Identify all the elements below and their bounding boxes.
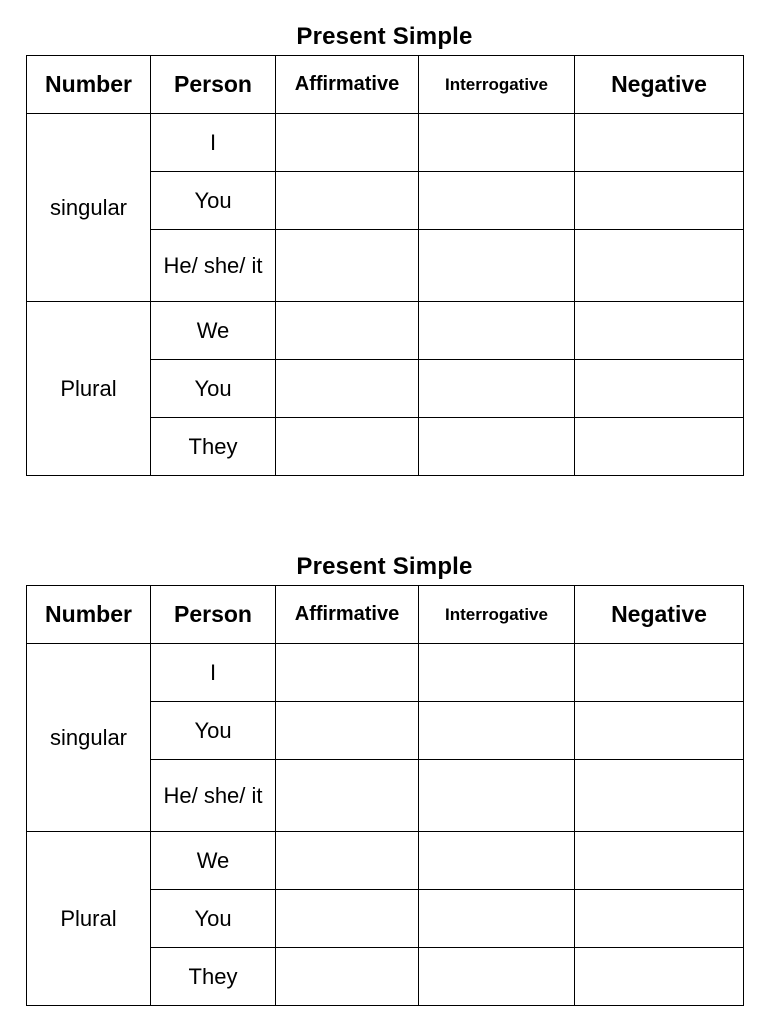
interrogative-answer-cell[interactable] [419, 702, 575, 760]
header-number: Number [27, 56, 151, 114]
affirmative-answer-cell[interactable] [276, 702, 419, 760]
header-negative: Negative [575, 56, 744, 114]
interrogative-answer-cell[interactable] [419, 948, 575, 1006]
affirmative-answer-cell[interactable] [276, 890, 419, 948]
person-cell: He/ she/ it [151, 760, 276, 832]
person-cell: I [151, 644, 276, 702]
worksheet-1 [26, 22, 743, 476]
person-cell: We [151, 832, 276, 890]
worksheet-title: Present Simple [296, 23, 473, 50]
person-cell: We [151, 302, 276, 360]
negative-answer-cell[interactable] [575, 832, 744, 890]
interrogative-answer-cell[interactable] [419, 644, 575, 702]
header-person: Person [151, 56, 276, 114]
negative-answer-cell[interactable] [575, 360, 744, 418]
number-label-singular: singular [27, 644, 151, 832]
worksheet-2 [26, 552, 743, 1006]
interrogative-answer-cell[interactable] [419, 832, 575, 890]
affirmative-answer-cell[interactable] [276, 644, 419, 702]
person-cell: You [151, 360, 276, 418]
header-affirmative: Affirmative [276, 586, 419, 644]
person-cell: They [151, 418, 276, 476]
affirmative-answer-cell[interactable] [276, 948, 419, 1006]
table-row [27, 114, 744, 172]
interrogative-answer-cell[interactable] [419, 114, 575, 172]
negative-answer-cell[interactable] [575, 302, 744, 360]
affirmative-answer-cell[interactable] [276, 114, 419, 172]
worksheet-title: Present Simple [296, 553, 473, 580]
affirmative-answer-cell[interactable] [276, 172, 419, 230]
person-cell: I [151, 114, 276, 172]
conjugation-table [26, 55, 744, 476]
interrogative-answer-cell[interactable] [419, 230, 575, 302]
person-cell: He/ she/ it [151, 230, 276, 302]
header-row [27, 56, 744, 114]
header-interrogative: Interrogative [419, 56, 575, 114]
number-label-plural: Plural [27, 832, 151, 1006]
interrogative-answer-cell[interactable] [419, 172, 575, 230]
interrogative-answer-cell[interactable] [419, 302, 575, 360]
negative-answer-cell[interactable] [575, 418, 744, 476]
person-cell: They [151, 948, 276, 1006]
interrogative-answer-cell[interactable] [419, 360, 575, 418]
affirmative-answer-cell[interactable] [276, 302, 419, 360]
negative-answer-cell[interactable] [575, 890, 744, 948]
number-label-plural: Plural [27, 302, 151, 476]
affirmative-answer-cell[interactable] [276, 360, 419, 418]
affirmative-answer-cell[interactable] [276, 230, 419, 302]
conjugation-table [26, 585, 744, 1006]
table-row [27, 302, 744, 360]
interrogative-answer-cell[interactable] [419, 760, 575, 832]
interrogative-answer-cell[interactable] [419, 418, 575, 476]
negative-answer-cell[interactable] [575, 114, 744, 172]
affirmative-answer-cell[interactable] [276, 760, 419, 832]
table-row [27, 832, 744, 890]
affirmative-answer-cell[interactable] [276, 418, 419, 476]
negative-answer-cell[interactable] [575, 230, 744, 302]
header-row [27, 586, 744, 644]
interrogative-answer-cell[interactable] [419, 890, 575, 948]
number-label-singular: singular [27, 114, 151, 302]
header-person: Person [151, 586, 276, 644]
person-cell: You [151, 702, 276, 760]
person-cell: You [151, 172, 276, 230]
table-row [27, 644, 744, 702]
negative-answer-cell[interactable] [575, 172, 744, 230]
negative-answer-cell[interactable] [575, 760, 744, 832]
negative-answer-cell[interactable] [575, 702, 744, 760]
header-affirmative: Affirmative [276, 56, 419, 114]
person-cell: You [151, 890, 276, 948]
affirmative-answer-cell[interactable] [276, 832, 419, 890]
negative-answer-cell[interactable] [575, 644, 744, 702]
header-negative: Negative [575, 586, 744, 644]
header-interrogative: Interrogative [419, 586, 575, 644]
header-number: Number [27, 586, 151, 644]
negative-answer-cell[interactable] [575, 948, 744, 1006]
